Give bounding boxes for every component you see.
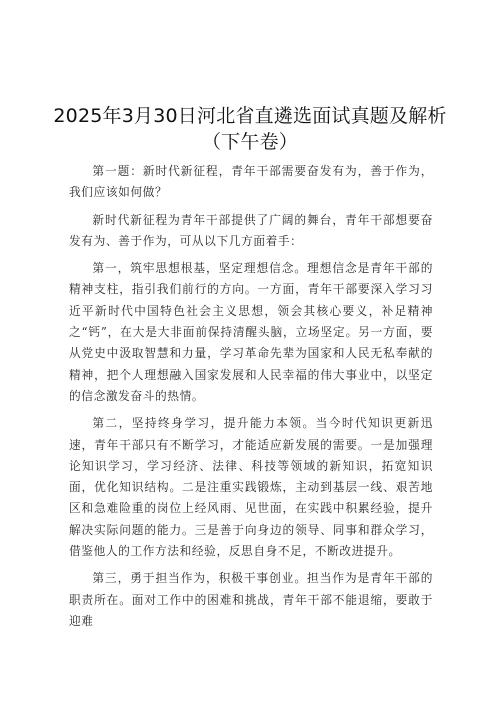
question-paragraph: 第一题：新时代新征程，青年干部需要奋发有为，善于作为，我们应该如何做？ — [69, 164, 433, 200]
point-three-paragraph: 第三，勇于担当作为，积极干事创业。担当作为是青年干部的职责所在。面对工作中的困难和挑战，青年干部不能退缩，要敢于迎难 — [69, 571, 433, 628]
document-title: 2025年3月30日河北省直遴选面试真题及解析 — [53, 105, 447, 127]
document-subtitle: （下午卷） — [201, 131, 298, 153]
intro-paragraph: 新时代新征程为青年干部提供了广阔的舞台，青年干部想要奋发有为、善于作为，可从以下几方面着手： — [69, 212, 433, 248]
document-body — [69, 161, 433, 638]
point-one-paragraph: 第一，筑牢思想根基，坚定理想信念。理想信念是青年干部的精神支柱，指引我们前行的方向。一方面，青年干部要深入学习习近平新时代中国特色社会主义思想，领会其核心要义，补足精神之“钙”，在大是大非面前保持清醒头脑，立场坚定。另一方面，要从党史中汲取智慧和力量，学习革命先辈为国家和人民无私奉献的精神，把个人理想融入国家发展和人民幸福的伟大事业中，以坚定的信念激发奋斗的热情。 — [69, 261, 433, 403]
point-two-paragraph: 第二，坚持终身学习，提升能力本领。当今时代知识更新迅速，青年干部只有不断学习，才能适应新发展的需要。一是加强理论知识学习，学习经济、法律、科技等领域的新知识，拓宽知识面，优化知识结构。二是注重实践锻炼，主动到基层一线、艰苦地区和急难险重的岗位上经风雨、见世面，在实践中积累经验，提升解决实际问题的能力。三是善于向身边的领导、同事和群众学习，借鉴他人的工作方法和经验，反思自身不足，不断改进提升。 — [69, 416, 433, 559]
